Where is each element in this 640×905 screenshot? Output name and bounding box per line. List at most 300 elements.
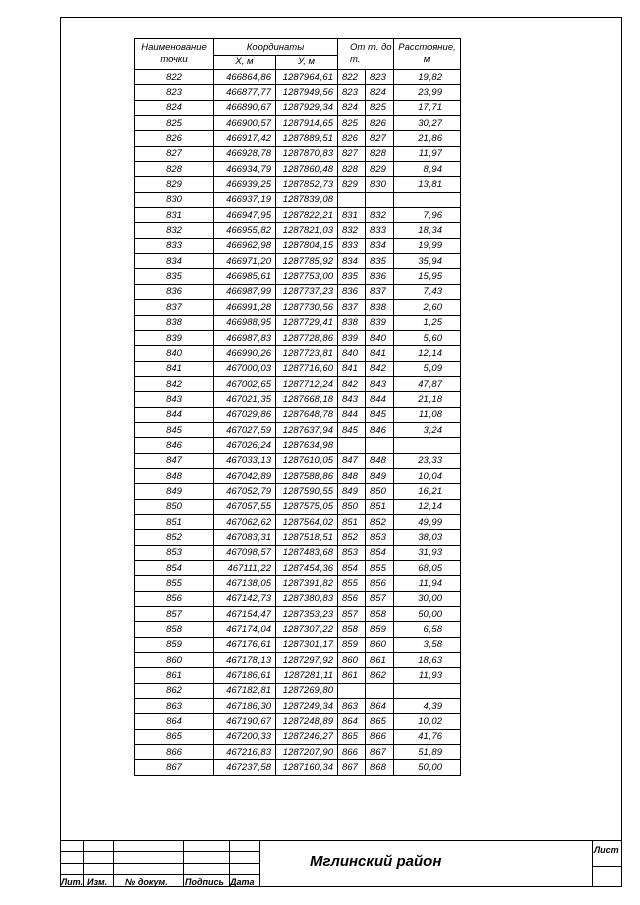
- y-cell: 1287391,82: [276, 576, 338, 591]
- from-cell: 827: [338, 146, 366, 161]
- from-cell: 849: [338, 484, 366, 499]
- point-name-cell: 824: [135, 100, 214, 115]
- point-name-cell: 864: [135, 714, 214, 729]
- y-cell: 1287454,36: [276, 561, 338, 576]
- from-cell: 834: [338, 254, 366, 269]
- x-cell: 466971,20: [214, 254, 276, 269]
- from-cell: 853: [338, 545, 366, 560]
- to-cell: 867: [366, 745, 394, 760]
- x-cell: 466877,77: [214, 85, 276, 100]
- to-cell: 838: [366, 300, 394, 315]
- from-cell: 863: [338, 699, 366, 714]
- distance-cell: 11,94: [394, 576, 461, 591]
- point-name-cell: 827: [135, 146, 214, 161]
- x-cell: 467190,67: [214, 714, 276, 729]
- x-cell: 466988,95: [214, 315, 276, 330]
- table-row: [135, 422, 461, 437]
- point-name-cell: 838: [135, 315, 214, 330]
- stamp-doc: № докум.: [125, 877, 168, 887]
- table-row: [135, 637, 461, 652]
- distance-cell: 30,00: [394, 591, 461, 606]
- point-name-cell: 828: [135, 162, 214, 177]
- stamp-line: [592, 840, 593, 887]
- table-row: [135, 729, 461, 744]
- to-cell: 859: [366, 622, 394, 637]
- distance-cell: 21,86: [394, 131, 461, 146]
- from-cell: 857: [338, 607, 366, 622]
- y-cell: 1287588,86: [276, 468, 338, 483]
- table-row: [135, 760, 461, 775]
- point-name-cell: 853: [135, 545, 214, 560]
- distance-cell: 10,04: [394, 468, 461, 483]
- stamp-title: Мглинский район: [310, 853, 442, 870]
- y-cell: 1287648,78: [276, 407, 338, 422]
- distance-cell: 4,39: [394, 699, 461, 714]
- point-name-cell: 856: [135, 591, 214, 606]
- x-cell: 467186,30: [214, 699, 276, 714]
- y-cell: 1287730,56: [276, 300, 338, 315]
- y-cell: 1287753,00: [276, 269, 338, 284]
- to-cell: [366, 683, 394, 698]
- to-cell: 852: [366, 514, 394, 529]
- table-row: [135, 499, 461, 514]
- x-cell: 467237,58: [214, 760, 276, 775]
- distance-cell: 50,00: [394, 760, 461, 775]
- header-y: У, м: [276, 56, 338, 70]
- from-cell: 844: [338, 407, 366, 422]
- point-name-cell: 850: [135, 499, 214, 514]
- x-cell: 467052,79: [214, 484, 276, 499]
- table-row: [135, 653, 461, 668]
- to-cell: 830: [366, 177, 394, 192]
- point-name-cell: 846: [135, 438, 214, 453]
- table-row: [135, 269, 461, 284]
- x-cell: 466917,42: [214, 131, 276, 146]
- from-cell: 826: [338, 131, 366, 146]
- header-from-to: От т. до т.: [338, 39, 394, 70]
- table-row: [135, 100, 461, 115]
- to-cell: 862: [366, 668, 394, 683]
- to-cell: 846: [366, 422, 394, 437]
- point-name-cell: 832: [135, 223, 214, 238]
- from-cell: 865: [338, 729, 366, 744]
- y-cell: 1287728,86: [276, 330, 338, 345]
- y-cell: 1287929,34: [276, 100, 338, 115]
- x-cell: 467182,81: [214, 683, 276, 698]
- distance-cell: 18,34: [394, 223, 461, 238]
- point-name-cell: 830: [135, 192, 214, 207]
- point-name-cell: 859: [135, 637, 214, 652]
- table-row: [135, 238, 461, 253]
- x-cell: 467111,22: [214, 561, 276, 576]
- x-cell: 467002,65: [214, 376, 276, 391]
- x-cell: 467154,47: [214, 607, 276, 622]
- from-cell: 858: [338, 622, 366, 637]
- to-cell: 826: [366, 116, 394, 131]
- point-name-cell: 855: [135, 576, 214, 591]
- point-name-cell: 862: [135, 683, 214, 698]
- distance-cell: [394, 192, 461, 207]
- table-row: [135, 591, 461, 606]
- point-name-cell: 845: [135, 422, 214, 437]
- point-name-cell: 857: [135, 607, 214, 622]
- y-cell: 1287716,60: [276, 361, 338, 376]
- y-cell: 1287785,92: [276, 254, 338, 269]
- table-row: [135, 683, 461, 698]
- point-name-cell: 837: [135, 300, 214, 315]
- from-cell: 823: [338, 85, 366, 100]
- distance-cell: 21,18: [394, 392, 461, 407]
- from-cell: 859: [338, 637, 366, 652]
- to-cell: 851: [366, 499, 394, 514]
- from-cell: 829: [338, 177, 366, 192]
- table-row: [135, 208, 461, 223]
- x-cell: 467200,33: [214, 729, 276, 744]
- stamp-line: [259, 840, 622, 841]
- y-cell: 1287590,55: [276, 484, 338, 499]
- coordinates-table: [134, 38, 461, 776]
- table-row: [135, 346, 461, 361]
- distance-cell: 19,99: [394, 238, 461, 253]
- distance-cell: 41,76: [394, 729, 461, 744]
- table-row: [135, 530, 461, 545]
- y-cell: 1287248,89: [276, 714, 338, 729]
- distance-cell: 30,27: [394, 116, 461, 131]
- y-cell: 1287160,34: [276, 760, 338, 775]
- point-name-cell: 848: [135, 468, 214, 483]
- to-cell: 849: [366, 468, 394, 483]
- distance-cell: 12,14: [394, 346, 461, 361]
- x-cell: 467186,61: [214, 668, 276, 683]
- table-row: [135, 300, 461, 315]
- y-cell: 1287870,83: [276, 146, 338, 161]
- y-cell: 1287380,83: [276, 591, 338, 606]
- table-row: [135, 745, 461, 760]
- x-cell: 466962,98: [214, 238, 276, 253]
- point-name-cell: 823: [135, 85, 214, 100]
- from-cell: 831: [338, 208, 366, 223]
- to-cell: 842: [366, 361, 394, 376]
- from-cell: 860: [338, 653, 366, 668]
- to-cell: 824: [366, 85, 394, 100]
- table-row: [135, 453, 461, 468]
- x-cell: 467000,03: [214, 361, 276, 376]
- point-name-cell: 861: [135, 668, 214, 683]
- table-row: [135, 70, 461, 85]
- y-cell: 1287483,68: [276, 545, 338, 560]
- from-cell: [338, 438, 366, 453]
- x-cell: 467027,59: [214, 422, 276, 437]
- x-cell: 467174,04: [214, 622, 276, 637]
- x-cell: 467138,05: [214, 576, 276, 591]
- table-row: [135, 561, 461, 576]
- from-cell: [338, 683, 366, 698]
- distance-cell: 35,94: [394, 254, 461, 269]
- x-cell: 466939,25: [214, 177, 276, 192]
- x-cell: 467033,13: [214, 453, 276, 468]
- to-cell: 850: [366, 484, 394, 499]
- distance-cell: [394, 683, 461, 698]
- distance-cell: 11,97: [394, 146, 461, 161]
- point-name-cell: 840: [135, 346, 214, 361]
- header-distance: Расстояние, м: [394, 39, 461, 70]
- stamp-line: [183, 840, 184, 887]
- stamp-izm: Изм.: [87, 877, 108, 887]
- distance-cell: 16,21: [394, 484, 461, 499]
- to-cell: [366, 192, 394, 207]
- to-cell: 825: [366, 100, 394, 115]
- distance-cell: 10,02: [394, 714, 461, 729]
- table-row: [135, 438, 461, 453]
- to-cell: 854: [366, 545, 394, 560]
- table-row: [135, 315, 461, 330]
- to-cell: 865: [366, 714, 394, 729]
- table-row: [135, 146, 461, 161]
- from-cell: 845: [338, 422, 366, 437]
- point-name-cell: 822: [135, 70, 214, 85]
- distance-cell: 68,05: [394, 561, 461, 576]
- y-cell: 1287610,05: [276, 453, 338, 468]
- to-cell: 832: [366, 208, 394, 223]
- y-cell: 1287889,51: [276, 131, 338, 146]
- y-cell: 1287353,23: [276, 607, 338, 622]
- to-cell: 837: [366, 284, 394, 299]
- distance-cell: 13,81: [394, 177, 461, 192]
- point-name-cell: 849: [135, 484, 214, 499]
- y-cell: 1287634,98: [276, 438, 338, 453]
- from-cell: 856: [338, 591, 366, 606]
- y-cell: 1287518,51: [276, 530, 338, 545]
- table-row: [135, 407, 461, 422]
- distance-cell: 2,60: [394, 300, 461, 315]
- point-name-cell: 826: [135, 131, 214, 146]
- table-row: [135, 284, 461, 299]
- distance-cell: 19,82: [394, 70, 461, 85]
- distance-cell: 11,08: [394, 407, 461, 422]
- x-cell: 466928,78: [214, 146, 276, 161]
- y-cell: 1287914,65: [276, 116, 338, 131]
- distance-cell: 7,43: [394, 284, 461, 299]
- x-cell: 466985,61: [214, 269, 276, 284]
- stamp-line: [259, 840, 260, 887]
- point-name-cell: 833: [135, 238, 214, 253]
- y-cell: 1287723,81: [276, 346, 338, 361]
- point-name-cell: 842: [135, 376, 214, 391]
- to-cell: [366, 438, 394, 453]
- distance-cell: 8,94: [394, 162, 461, 177]
- x-cell: 466937,19: [214, 192, 276, 207]
- to-cell: 856: [366, 576, 394, 591]
- to-cell: 848: [366, 453, 394, 468]
- table-row: [135, 545, 461, 560]
- to-cell: 839: [366, 315, 394, 330]
- from-cell: 838: [338, 315, 366, 330]
- to-cell: 835: [366, 254, 394, 269]
- x-cell: 467029,86: [214, 407, 276, 422]
- y-cell: 1287964,61: [276, 70, 338, 85]
- to-cell: 861: [366, 653, 394, 668]
- from-cell: 824: [338, 100, 366, 115]
- distance-cell: 5,09: [394, 361, 461, 376]
- point-name-cell: 860: [135, 653, 214, 668]
- point-name-cell: 843: [135, 392, 214, 407]
- stamp-sign: Подпись: [185, 877, 224, 887]
- y-cell: 1287269,80: [276, 683, 338, 698]
- distance-cell: 51,89: [394, 745, 461, 760]
- point-name-cell: 829: [135, 177, 214, 192]
- from-cell: 848: [338, 468, 366, 483]
- y-cell: 1287281,11: [276, 668, 338, 683]
- distance-cell: 5,60: [394, 330, 461, 345]
- table-row: [135, 330, 461, 345]
- table-row: [135, 484, 461, 499]
- x-cell: 467216,83: [214, 745, 276, 760]
- distance-cell: 11,93: [394, 668, 461, 683]
- table-row: [135, 376, 461, 391]
- y-cell: 1287575,05: [276, 499, 338, 514]
- distance-cell: [394, 438, 461, 453]
- to-cell: 843: [366, 376, 394, 391]
- x-cell: 467142,73: [214, 591, 276, 606]
- table-row: [135, 668, 461, 683]
- stamp-line: [113, 840, 114, 887]
- point-name-cell: 867: [135, 760, 214, 775]
- stamp-lit: Лит.: [61, 877, 84, 887]
- point-name-cell: 858: [135, 622, 214, 637]
- to-cell: 829: [366, 162, 394, 177]
- distance-cell: 3,58: [394, 637, 461, 652]
- table-row: [135, 254, 461, 269]
- y-cell: 1287297,92: [276, 653, 338, 668]
- y-cell: 1287246,27: [276, 729, 338, 744]
- to-cell: 866: [366, 729, 394, 744]
- x-cell: 467062,62: [214, 514, 276, 529]
- point-name-cell: 841: [135, 361, 214, 376]
- from-cell: 837: [338, 300, 366, 315]
- from-cell: 852: [338, 530, 366, 545]
- point-name-cell: 825: [135, 116, 214, 131]
- distance-cell: 31,93: [394, 545, 461, 560]
- distance-cell: 38,03: [394, 530, 461, 545]
- to-cell: 840: [366, 330, 394, 345]
- distance-cell: 3,24: [394, 422, 461, 437]
- point-name-cell: 847: [135, 453, 214, 468]
- x-cell: 467021,35: [214, 392, 276, 407]
- point-name-cell: 834: [135, 254, 214, 269]
- x-cell: 466987,83: [214, 330, 276, 345]
- distance-cell: 7,96: [394, 208, 461, 223]
- from-cell: 840: [338, 346, 366, 361]
- table-row: [135, 392, 461, 407]
- distance-cell: 12,14: [394, 499, 461, 514]
- to-cell: 844: [366, 392, 394, 407]
- point-name-cell: 865: [135, 729, 214, 744]
- y-cell: 1287804,15: [276, 238, 338, 253]
- table-row: [135, 714, 461, 729]
- distance-cell: 50,00: [394, 607, 461, 622]
- distance-cell: 23,99: [394, 85, 461, 100]
- x-cell: 466987,99: [214, 284, 276, 299]
- point-name-cell: 839: [135, 330, 214, 345]
- point-name-cell: 852: [135, 530, 214, 545]
- x-cell: 466955,82: [214, 223, 276, 238]
- y-cell: 1287637,94: [276, 422, 338, 437]
- from-cell: 864: [338, 714, 366, 729]
- from-cell: 842: [338, 376, 366, 391]
- stamp-line: [83, 840, 84, 887]
- from-cell: 828: [338, 162, 366, 177]
- table-row: [135, 85, 461, 100]
- to-cell: 857: [366, 591, 394, 606]
- y-cell: 1287860,48: [276, 162, 338, 177]
- x-cell: 467083,31: [214, 530, 276, 545]
- from-cell: 850: [338, 499, 366, 514]
- stamp-date: Дата: [230, 877, 255, 887]
- x-cell: 466990,26: [214, 346, 276, 361]
- to-cell: 833: [366, 223, 394, 238]
- table-row: [135, 622, 461, 637]
- table-row: [135, 576, 461, 591]
- to-cell: 827: [366, 131, 394, 146]
- x-cell: 467026,24: [214, 438, 276, 453]
- point-name-cell: 844: [135, 407, 214, 422]
- table-row: [135, 514, 461, 529]
- x-cell: 467057,55: [214, 499, 276, 514]
- from-cell: 851: [338, 514, 366, 529]
- point-name-cell: 835: [135, 269, 214, 284]
- from-cell: 825: [338, 116, 366, 131]
- x-cell: 466934,79: [214, 162, 276, 177]
- y-cell: 1287821,03: [276, 223, 338, 238]
- y-cell: 1287712,24: [276, 376, 338, 391]
- from-cell: 847: [338, 453, 366, 468]
- to-cell: 823: [366, 70, 394, 85]
- from-cell: 861: [338, 668, 366, 683]
- table-row: [135, 177, 461, 192]
- table-row: [135, 192, 461, 207]
- from-cell: 839: [338, 330, 366, 345]
- y-cell: 1287852,73: [276, 177, 338, 192]
- point-name-cell: 831: [135, 208, 214, 223]
- x-cell: 467176,61: [214, 637, 276, 652]
- distance-cell: 1,25: [394, 315, 461, 330]
- table-row: [135, 699, 461, 714]
- stamp-sheet: Лист: [594, 845, 619, 855]
- distance-cell: 47,87: [394, 376, 461, 391]
- to-cell: 864: [366, 699, 394, 714]
- distance-cell: 6,58: [394, 622, 461, 637]
- y-cell: 1287949,56: [276, 85, 338, 100]
- table-row: [135, 162, 461, 177]
- table-row: [135, 468, 461, 483]
- table-row: [135, 131, 461, 146]
- point-name-cell: 863: [135, 699, 214, 714]
- distance-cell: 17,71: [394, 100, 461, 115]
- from-cell: 835: [338, 269, 366, 284]
- header-name: Наименование точки: [135, 39, 214, 70]
- x-cell: 467178,13: [214, 653, 276, 668]
- to-cell: 860: [366, 637, 394, 652]
- y-cell: 1287737,23: [276, 284, 338, 299]
- from-cell: 833: [338, 238, 366, 253]
- y-cell: 1287822,21: [276, 208, 338, 223]
- y-cell: 1287249,34: [276, 699, 338, 714]
- to-cell: 853: [366, 530, 394, 545]
- point-name-cell: 866: [135, 745, 214, 760]
- distance-cell: 23,33: [394, 453, 461, 468]
- x-cell: 466890,67: [214, 100, 276, 115]
- from-cell: 855: [338, 576, 366, 591]
